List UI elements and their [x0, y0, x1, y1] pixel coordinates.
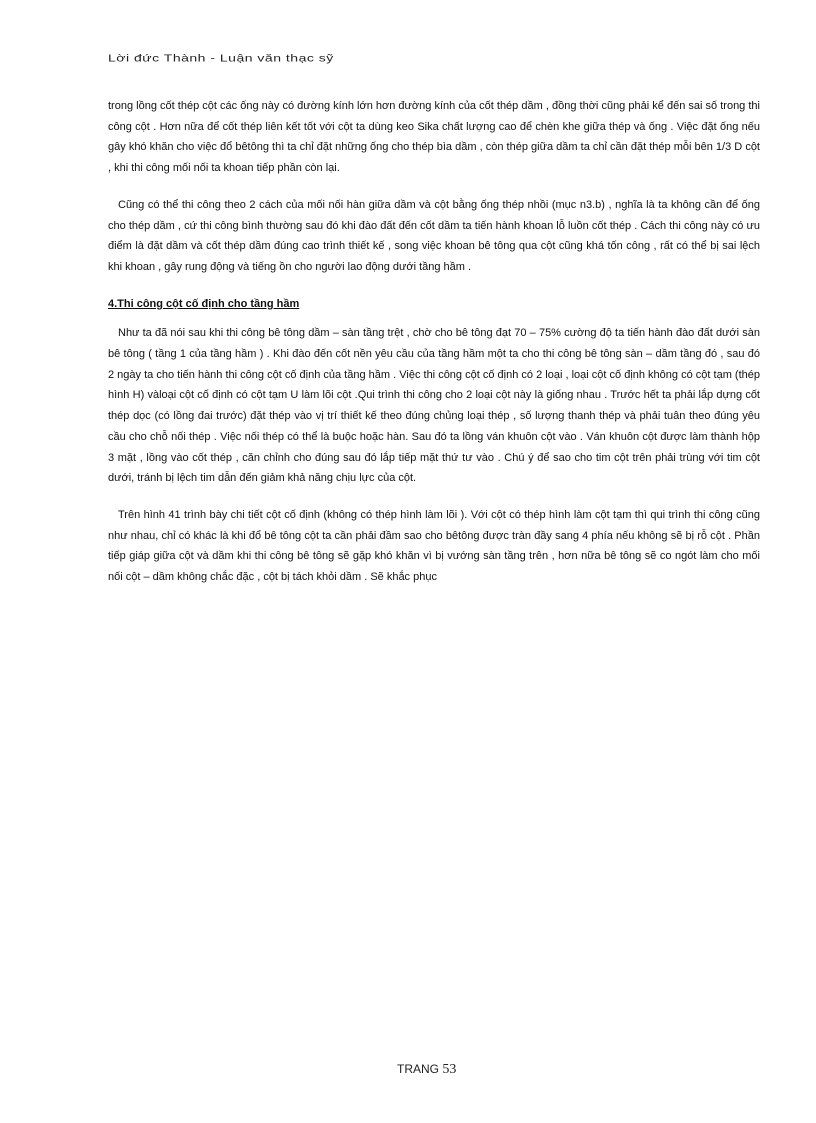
- paragraph: Cũng có thể thi công theo 2 cách của mối nối hàn giữa dầm và cột bằng ống thép nhồi (mục n3.b) , nghĩa là ta không cần để ống cho thép dầm , cứ thi công bình thường sau đó khi đào đất đến cốt dầm ta tiến hành khoan lỗ luồn cốt thép . Cách thi công này có ưu điểm là đặt dầm và cốt thép dầm đúng cao trình thiết kế , song việc khoan bê tông qua cột cũng khá tốn công , rất có thể bị sai lệch khi khoan , gây rung động và tiếng ồn cho người lao động dưới tầng hầm .: [108, 198, 760, 273]
- body-text: [108, 96, 760, 604]
- page-footer: [397, 1062, 456, 1078]
- footer-label: TRANG: [397, 1062, 439, 1076]
- page-number: 53: [442, 1062, 457, 1077]
- paragraph: Như ta đã nói sau khi thi công bê tông dầm – sàn tầng trệt , chờ cho bê tông đạt 70 – 75% cường độ ta tiến hành đào đất dưới sàn bê tông ( tầng 1 của tầng hầm ) . Khi đào đến cốt nền yêu cầu của tầng hầm một ta cho thi công bê tông sàn – dầm tầng đó , sau đó 2 ngày ta cho tiến hành thi công cột cố định của tầng hầm . Việc thi công cột cố định có 2 loại , loại cột cố định không có cột tạm (thép hình H) vàloại cột cố định có cột tạm U làm lõi cột .Qui trình thi công cho 2 loại cột này là giống nhau . Trước hết ta phải lắp dựng cốt thép dọc (có lồng đai trước) đặt thép vào vị trí thiết kế theo đúng chủng loại thép , số lượng thanh thép và phải tuân theo đúng yêu cầu cho chỗ nối thép . Việc nối thép có thể là buộc hoặc hàn. Sau đó ta lồng ván khuôn cột vào . Ván khuôn cột được làm thành hộp 3 mặt , lồng vào cốt thép , căn chỉnh cho đúng sau đó lắp tiếp mặt thứ tư vào . Chú ý để sao cho tim cột trên phải trùng với tim cột dưới, tránh bị lệch tim dẫn đến giảm khả năng chịu lực của cột.: [108, 327, 760, 485]
- paragraph: Trên hình 41 trình bày chi tiết cột cố định (không có thép hình làm lõi ). Với cột có thép hình làm cột tạm thì qui trình thi công cũng như nhau, chỉ có khác là khi đổ bê tông cột ta cần phải đầm sao cho bêtông được tràn đầy sang 4 phía nếu không sẽ bị rỗ cột . Phần tiếp giáp giữa cột và dầm khi thi công bê tông sẽ gặp khó khăn vì bị vướng sàn tầng trên , hơn nữa bê tông sẽ co ngót làm cho mối nối cột – dầm không chắc đặc , cột bị tách khỏi dầm . Sẽ khắc phục: [108, 508, 760, 584]
- paragraph: trong lồng cốt thép cột các ống này có đường kính lớn hơn đường kính của cốt thép dầm , đồng thời cũng phải kể đến sai số trong thi công cột . Hơn nữa để cốt thép liên kết tốt với cột ta dùng keo Sika chất lượng cao để chèn khe giữa thép và ống . Việc đặt ống nếu gây khó khăn cho việc đổ bêtông thì ta chỉ đặt những ống cho thép bìa dầm , còn thép giữa dầm ta chỉ cần đặt thép mỗi bên 1/3 D cột , khi thi công mối nối ta khoan tiếp phần còn lại.: [108, 100, 760, 175]
- running-header: Lời đức Thành - Luận văn thạc sỹ: [108, 52, 334, 64]
- section-heading: 4.Thi công cột cố định cho tầng hầm: [108, 297, 300, 310]
